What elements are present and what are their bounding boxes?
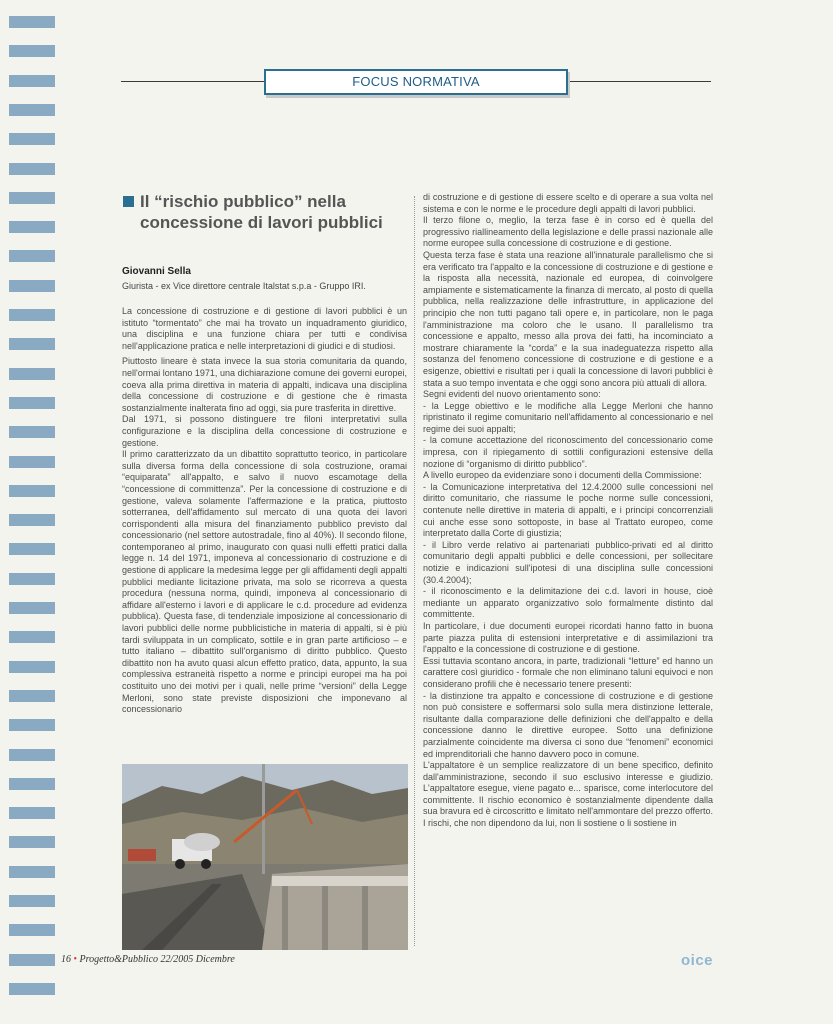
stripe [9,719,55,731]
stripe [9,602,55,614]
stripe [9,836,55,848]
paragraph: - la Comunicazione interpretativa del 12.4.2000 sulle concessioni nel diritto comunitario, che riassume le poche norme sulle concessioni, contenute nelle direttive in materia di appalti, e i principi concorrenziali cui anche esse sono sottoposte, in base al Trattato europeo, come interpretato dalla Corte di giustizia; [423,481,713,539]
stripe [9,280,55,292]
paragraph: L'appaltatore è un semplice realizzatore di un bene specifico, definito dall'amministrazione, secondo il suo esclusivo interesse e giudizio. L'appaltatore esegue, viene pagato e... sparisce, come interlocutore del committente. Il rischio economico è sostanzialmente dipendente dalla sua bravura ed è circoscritto e limitato nell'ammontare del prezzo offerto. I rischi, che non dipendono da lui, non li sostiene o li sostiene in [423,760,713,829]
stripe [9,397,55,409]
stripe [9,104,55,116]
paragraph: di costruzione e di gestione di essere scelto e di operare a sua volta nel sistema e con le norme e le procedure degli appalti di lavori pubblici. [423,192,713,214]
stripe [9,543,55,555]
stripe [9,690,55,702]
square-bullet-icon [123,196,134,207]
stripe [9,45,55,57]
decorative-stripes [9,12,55,1012]
paragraph: Segni evidenti del nuovo orientamento sono: [423,389,601,400]
paragraph: Questa terza fase è stata una reazione all'innaturale parallelismo che si era verificato tra l'appalto e la concessione di costruzione e di gestione e la risposta alla necessità, nazionale ed europea, di coinvolgere ampiamente e sistematicamente la finanza di mercato, al posto di quella pubblica, nella realizzazione delle infrastrutture, in applicazione del principio che non tutti pagano tali opere e, in particolare, non le paga l'amministrazione ma coloro che le usano. Il parallelismo tra concessione e appalto, messo alla prova dei fatti, ha incominciato a mostrare chiaramente la “corda” e la sua inadeguatezza rispetto alla sostanza del fenomeno concessione di costruzione e di gestione e a esigenze, obiettivi e risultati per i quali la concessione di lavori pubblici è stata a suo tempo inventata e che oggi sono ancora più attuali di allora. [423,249,713,388]
paragraph: Il terzo filone o, meglio, la terza fase è in corso ed è quella del progressivo riallineamento della legislazione e delle prassi nazionale alle norme europee sulla concessione di costruzione e di gestione. [423,215,713,249]
paragraph: - il riconoscimento e la delimitazione dei c.d. lavori in house, cioè mediante un apparato organizzativo solo formalmente distinto dal committente. [423,586,713,620]
paragraph: La concessione di costruzione e di gestione di lavori pubblici è un istituto “tormentato” che mai ha trovato un inquadramento giuridico, una disciplina e una funzione chiara per tutti e condivisa nell'applicazione pratica e nelle interpretazioni di giudici e di studiosi. [122,306,407,351]
stripe [9,807,55,819]
text-column-right [423,192,713,830]
column-divider [414,196,415,946]
paragraph: - la Legge obiettivo e le modifiche alla Legge Merloni che hanno ripristinato il regime comunitario nell'affidamento al concessionario e nel regime dei suoi appalti; [423,400,713,434]
stripe [9,749,55,761]
stripe [9,250,55,262]
stripe [9,866,55,878]
page-number: 16 [61,954,71,965]
journal-name: Progetto&Pubblico 22/2005 Dicembre [79,954,235,965]
stripe [9,192,55,204]
stripe [9,895,55,907]
paragraph: Essi tuttavia scontano ancora, in parte, tradizionali “letture” ed hanno un carattere così giuridico - formale che non eliminano taluni equivoci e non considerano profili che è necessario tenere presenti: [423,655,713,689]
construction-photo [122,764,408,950]
paragraph: - la distinzione tra appalto e concessione di costruzione e di gestione non può consistere e soffermarsi solo sulla mera distinzione letterale, risultante dalla comparazione delle definizioni che dell'appalto e della concessione danno le direttive europee. Sotto una definizione parzialmente coincidente ma diversa ci sono due “fenomeni” economici ed imprenditoriali che hanno davvero poco in comune. [423,690,713,759]
stripe [9,309,55,321]
paragraph: Il primo caratterizzato da un dibattito soprattutto teorico, in particolare sulla diversa forma della concessione di sola costruzione, oramai “equiparata” all'appalto, e salvo il nuovo escamotage della “concessione di committenza”. Per la concessione di costruzione e di gestione, valeva solamente l'affermazione e la pratica, piuttosto sotterranea, dell'affidamento sul mercato di una quota dei lavori corrispondenti alla misura del finanziamento pubblico previsto dal concessionario (nel settore autostradale, fino al 40%). Il secondo filone, contemporaneo al primo, inaugurato con quasi nulli effetti pratici dalla legge n. 14 del 1971, imponeva al concessionario di costruzione e di gestione di applicare la medesima legge per gli affidamenti degli appalti pubblici mediante licitazione privata, ma solo se ricorreva a questa procedura (nessuna norma, quindi, imponeva al concessionario di affidare all'esterno i lavori e di applicare le c.d. procedure ad evidenza pubblica). Questa fase, di tendenziale imposizione al concessionario di lavori pubblici delle norme pubblicistiche in materia di appalti, si è più tardi sviluppata in un complicato, sottile e in gran parte artificioso – e tutto italiano – dibattito sull'organismo di diritto pubblico. Questo dibattito non ha avuto quasi alcun effetto pratico, data, appunto, la sua complessiva estraneità rispetto a norme e principi europei ma ha poi costituito uno dei motivi per i quali, nelle prime “versioni” della Legge Merloni, sono state previste disposizioni che imponevano al concessionario [122,449,407,715]
construction-photo-illustration [122,764,408,950]
bullet-dot-icon: • [71,954,80,965]
section-header: FOCUS NORMATIVA [264,69,568,95]
stripe [9,485,55,497]
author-role: Giurista - ex Vice direttore centrale Italstat s.p.a - Gruppo IRI. [122,281,366,291]
article-title: Il “rischio pubblico” nella concessione di lavori pubblici [140,192,383,232]
paragraph: - il Libro verde relativo ai partenariati pubblico-privati ed al diritto comunitario degli appalti pubblici e delle concessioni, per sollecitare notizie e indicazioni sull'ipotesi di una disciplina sulle concessioni (30.4.2004); [423,539,713,585]
stripe [9,16,55,28]
stripe [9,573,55,585]
stripe [9,661,55,673]
paragraph: A livello europeo da evidenziare sono i documenti della Commissione: [423,470,702,481]
stripe [9,631,55,643]
stripe [9,456,55,468]
stripe [9,983,55,995]
text-column-left [122,306,407,716]
paragraph: Dal 1971, si possono distinguere tre filoni interpretativi sulla configurazione e la disciplina della concessione di costruzione e gestione. [122,414,407,448]
stripe [9,954,55,966]
stripe [9,778,55,790]
header-rule-left [121,81,264,82]
stripe [9,133,55,145]
oice-logo: oice [681,952,714,969]
stripe [9,368,55,380]
stripe [9,514,55,526]
stripe [9,75,55,87]
stripe [9,426,55,438]
paragraph: Piuttosto lineare è stata invece la sua storia comunitaria da quando, nell'ormai lontano 1971, una dichiarazione comune dei governi europei, coeva alla prima direttiva in materia di appalti, indicava una disciplina della concessione di costruzione e di gestione che è rimasta sostanzialmente inalterata fino ad oggi, sia pure trasferita in direttive. [122,356,407,413]
stripe [9,163,55,175]
paragraph: In particolare, i due documenti europei ricordati hanno fatto in buona parte piazza pulita di estensioni interpretative e di assimilazioni tra l'appalto e la concessione di costruzione e di gestione. [423,620,713,655]
article-author: Giovanni Sella [122,266,191,277]
stripe [9,221,55,233]
stripe [9,338,55,350]
paragraph: - la comune accettazione del riconoscimento del concessionario come impresa, con il ripiegamento di sottili configurazioni estensive della nozione di “organismo di diritto pubblico”. [423,435,713,469]
stripe [9,924,55,936]
page-footer [61,954,235,965]
header-rule-right [568,81,711,82]
